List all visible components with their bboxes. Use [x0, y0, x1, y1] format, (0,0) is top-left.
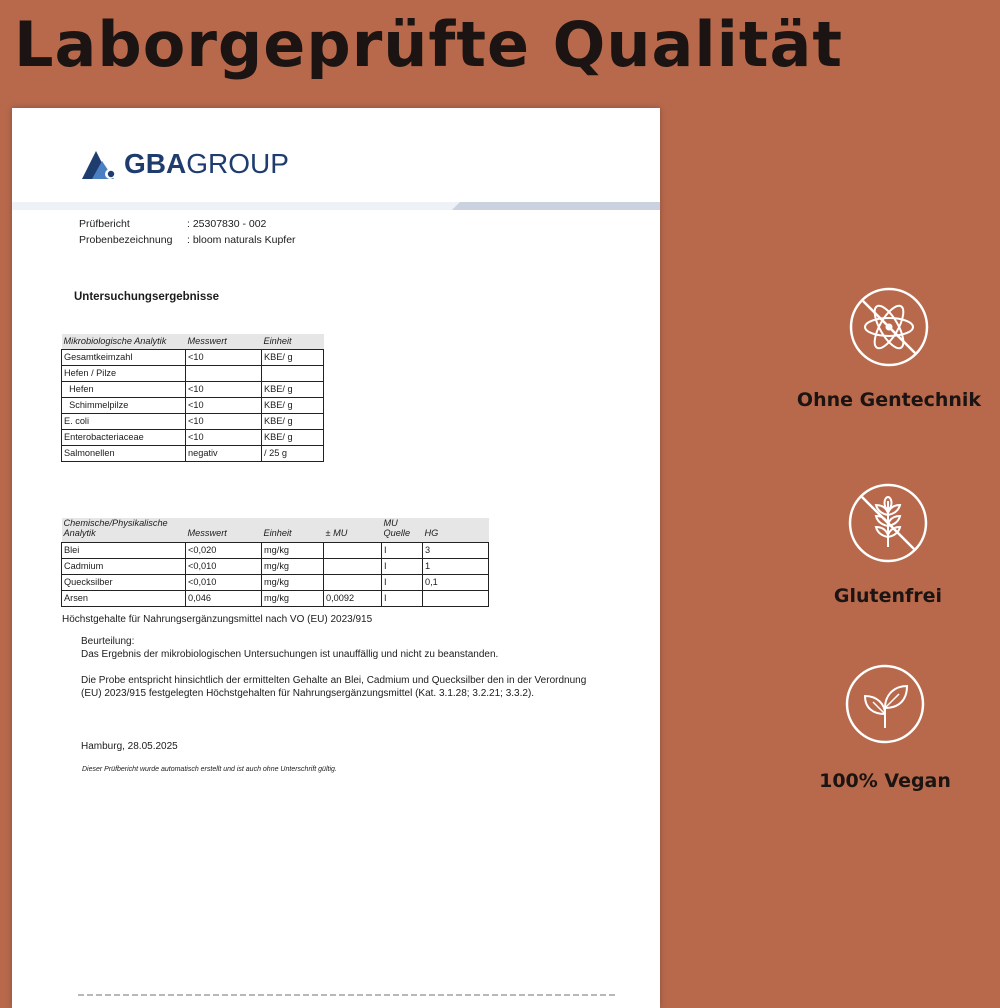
footnote: Dieser Prüfbericht wurde automatisch erstellt und ist auch ohne Unterschrift gültig.	[82, 766, 337, 773]
header-cell: ± MU	[324, 518, 382, 543]
table-cell: Enterobacteriaceae	[62, 430, 186, 446]
table-cell: Hefen / Pilze	[62, 366, 186, 382]
table-cell: <10	[186, 382, 262, 398]
headline: Laborgeprüfte Qualität	[14, 8, 843, 81]
feature-vegan	[765, 664, 1000, 792]
gba-logo-icon	[80, 147, 120, 181]
table-cell: KBE/ g	[262, 398, 324, 414]
lab-report-document	[12, 108, 660, 1008]
table-cell: Schimmelpilze	[62, 398, 186, 414]
table-cell: <10	[186, 398, 262, 414]
table-cell: Arsen	[62, 591, 186, 607]
table-row	[62, 430, 324, 446]
meta-key: Prüfbericht	[79, 218, 130, 230]
table-cell: KBE/ g	[262, 414, 324, 430]
assessment-paragraph: Die Probe entspricht hinsichtlich der ermittelten Gehalte an Blei, Cadmium und Quecksilber den in der Verordnung (EU) 2023/915 festgelegten Höchstgehalten für Nahrungsergänzungsmittel (Kat. 3.1.28; 3.2.21; 3.3.2).	[81, 675, 587, 699]
table-cell: KBE/ g	[262, 430, 324, 446]
table-cell	[186, 366, 262, 382]
table-cell	[423, 591, 489, 607]
feature-no-gmo	[769, 287, 1000, 411]
table-cell: I	[382, 575, 423, 591]
table-cell: KBE/ g	[262, 350, 324, 366]
table-cell: 3	[423, 543, 489, 559]
table-cell: Gesamtkeimzahl	[62, 350, 186, 366]
table-cell	[262, 366, 324, 382]
table-cell: mg/kg	[262, 591, 324, 607]
header-cell: Mikrobiologische Analytik	[62, 334, 186, 350]
place-date: Hamburg, 28.05.2025	[81, 741, 178, 752]
table-cell: KBE/ g	[262, 382, 324, 398]
feature-label: Ohne Gentechnik	[796, 389, 982, 411]
header-cell: Messwert	[186, 334, 262, 350]
table-cell	[324, 543, 382, 559]
table-cell: mg/kg	[262, 559, 324, 575]
table-cell: I	[382, 559, 423, 575]
table-cell: 0,046	[186, 591, 262, 607]
meta-key: Probenbezeichnung	[79, 234, 173, 246]
feature-label: Glutenfrei	[833, 585, 943, 607]
table-cell: <10	[186, 414, 262, 430]
assessment-paragraph: Das Ergebnis der mikrobiologischen Untersuchungen ist unauffällig und nicht zu beanstanden.	[81, 649, 499, 660]
limits-note: Höchstgehalte für Nahrungsergänzungsmittel nach VO (EU) 2023/915	[62, 614, 373, 625]
meta-row-report	[79, 216, 296, 232]
header-stripe	[12, 202, 660, 210]
table-row	[62, 446, 324, 462]
table-cell: mg/kg	[262, 575, 324, 591]
table-row	[62, 382, 324, 398]
table-cell: Salmonellen	[62, 446, 186, 462]
table-row	[62, 398, 324, 414]
table-row	[62, 350, 324, 366]
header-cell: MU Quelle	[382, 518, 423, 543]
meta-value: : 25307830 - 002	[187, 218, 267, 230]
no-gmo-atom-icon	[849, 287, 929, 367]
table-row	[62, 414, 324, 430]
microbiology-table	[61, 334, 324, 462]
logo-text: GBAGROUP	[124, 148, 289, 179]
table-row	[62, 366, 324, 382]
section-title: Untersuchungsergebnisse	[74, 291, 220, 303]
table-row	[62, 591, 489, 607]
header-cell: Einheit	[262, 518, 324, 543]
table-cell: <0,010	[186, 575, 262, 591]
table-row	[62, 543, 489, 559]
meta-value: : bloom naturals Kupfer	[187, 234, 296, 246]
table-cell: / 25 g	[262, 446, 324, 462]
table-cell: <0,010	[186, 559, 262, 575]
table-cell: <10	[186, 350, 262, 366]
table-cell: <0,020	[186, 543, 262, 559]
feature-gluten-free	[768, 483, 1000, 607]
report-meta	[79, 216, 296, 248]
table-cell: Blei	[62, 543, 186, 559]
table-row	[62, 575, 489, 591]
table-cell: 0,1	[423, 575, 489, 591]
table-cell: mg/kg	[262, 543, 324, 559]
gba-group-logo	[80, 144, 289, 184]
leaf-icon	[845, 664, 925, 744]
chemistry-table	[61, 518, 489, 607]
header-cell: Einheit	[262, 334, 324, 350]
table-cell: E. coli	[62, 414, 186, 430]
table-cell: I	[382, 591, 423, 607]
table-cell: negativ	[186, 446, 262, 462]
page-footer-line	[78, 994, 618, 996]
table-header	[62, 334, 324, 350]
table-cell: I	[382, 543, 423, 559]
table-cell: 1	[423, 559, 489, 575]
table-header	[62, 518, 489, 543]
assessment-title: Beurteilung:	[81, 636, 135, 647]
table-cell: Cadmium	[62, 559, 186, 575]
table-cell: 0,0092	[324, 591, 382, 607]
table-row	[62, 559, 489, 575]
assessment	[81, 635, 601, 713]
header-cell: Messwert	[186, 518, 262, 543]
header-cell: HG	[423, 518, 489, 543]
table-cell	[324, 559, 382, 575]
meta-row-sample	[79, 232, 296, 248]
header-cell: Chemische/Physikalische Analytik	[62, 518, 186, 543]
feature-label: 100% Vegan	[819, 770, 951, 792]
no-wheat-icon	[848, 483, 928, 563]
table-cell: <10	[186, 430, 262, 446]
table-cell	[324, 575, 382, 591]
table-cell: Hefen	[62, 382, 186, 398]
table-cell: Quecksilber	[62, 575, 186, 591]
